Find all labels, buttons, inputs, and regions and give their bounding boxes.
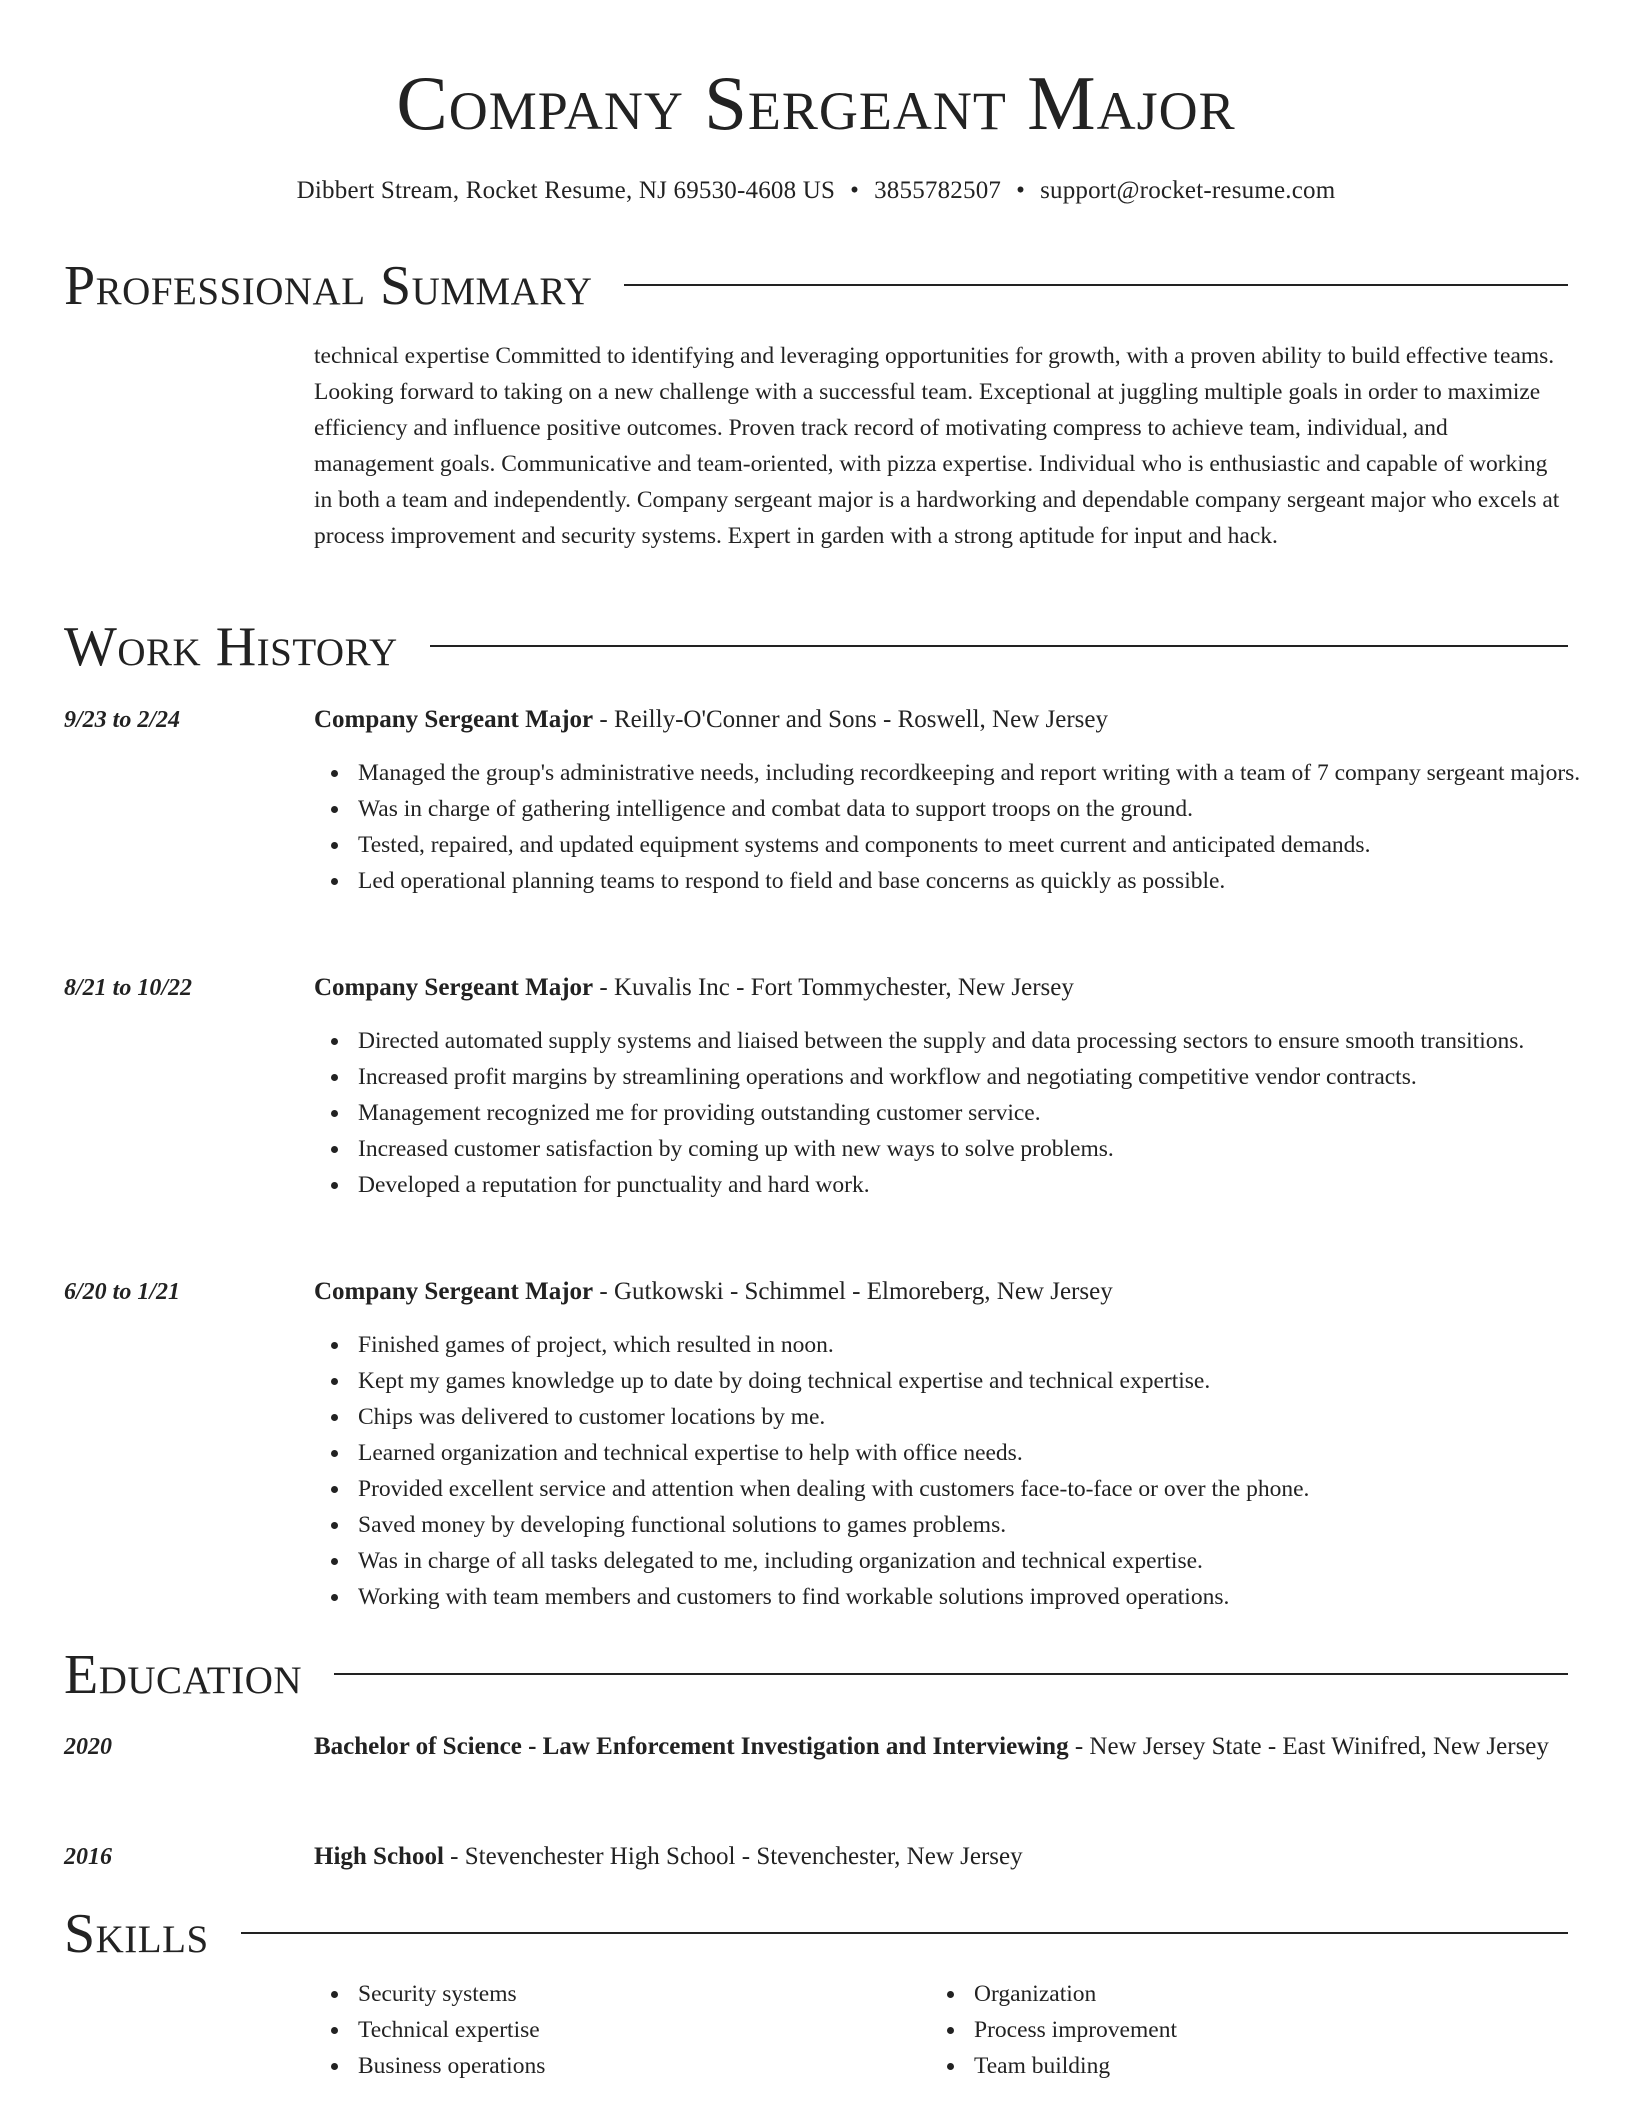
contact-phone: 3855782507	[874, 177, 1002, 204]
list-item: Was in charge of gathering intelligence and combat data to support troops on the ground.	[358, 791, 1612, 827]
contact-separator: •	[850, 177, 860, 204]
education-year: 2020	[64, 1734, 112, 1760]
job-details: - Gutkowski - Schimmel - Elmoreberg, New Jersey	[593, 1278, 1113, 1305]
list-item: Provided excellent service and attention when dealing with customers face-to-face or over the phone.	[358, 1471, 1612, 1507]
job-bullets	[314, 755, 1612, 899]
list-item: Increased customer satisfaction by coming up with new ways to solve problems.	[358, 1131, 1612, 1167]
job-role: Company Sergeant Major	[314, 974, 594, 1001]
list-item: Managed the group's administrative needs, including recordkeeping and report writing with a team of 7 company sergeant majors.	[358, 755, 1612, 791]
skills-list-right	[930, 1976, 1632, 2084]
list-item: Management recognized me for providing outstanding customer service.	[358, 1095, 1612, 1131]
job-heading	[314, 701, 1568, 739]
contact-email: support@rocket-resume.com	[1040, 177, 1336, 204]
job-bullets	[314, 1023, 1612, 1203]
list-item: Finished games of project, which resulted in noon.	[358, 1327, 1612, 1363]
skill-item: Security systems	[358, 1976, 1612, 2012]
list-item: Led operational planning teams to respond to field and base concerns as quickly as possible.	[358, 863, 1612, 899]
education-details: - Stevenchester High School - Stevenchester, New Jersey	[443, 1843, 1023, 1870]
skill-item: Process improvement	[974, 2012, 1632, 2048]
job-dates: 8/21 to 10/22	[64, 975, 193, 1001]
education-degree: High School	[314, 1843, 444, 1870]
job-dates: 6/20 to 1/21	[64, 1279, 181, 1305]
list-item: Kept my games knowledge up to date by doing technical expertise and technical expertise.	[358, 1363, 1612, 1399]
section-divider	[624, 284, 1568, 286]
education-year: 2016	[64, 1844, 112, 1870]
job-dates: 9/23 to 2/24	[64, 707, 181, 733]
list-item: Developed a reputation for punctuality and hard work.	[358, 1167, 1612, 1203]
education-details: - New Jersey State - East Winifred, New Jersey	[1068, 1733, 1549, 1760]
job-bullets	[314, 1327, 1612, 1615]
list-item: Tested, repaired, and updated equipment systems and components to meet current and anticipated demands.	[358, 827, 1612, 863]
section-divider	[430, 645, 1568, 647]
list-item: Learned organization and technical expertise to help with office needs.	[358, 1435, 1612, 1471]
section-divider	[334, 1673, 1568, 1675]
skills-section-header	[64, 1904, 1568, 1964]
skill-item: Organization	[974, 1976, 1632, 2012]
education-degree: Bachelor of Science - Law Enforcement Investigation and Interviewing	[314, 1733, 1069, 1760]
summary-section-header	[64, 256, 1568, 316]
list-item: Increased profit margins by streamlining operations and workflow and negotiating competitive vendor contracts.	[358, 1059, 1612, 1095]
section-divider	[241, 1932, 1568, 1934]
education-section-header	[64, 1645, 1568, 1705]
job-details: - Kuvalis Inc - Fort Tommychester, New Jersey	[593, 974, 1074, 1001]
list-item: Chips was delivered to customer locations by me.	[358, 1399, 1612, 1435]
contact-address: Dibbert Stream, Rocket Resume, NJ 69530-4608 US	[296, 177, 836, 204]
section-title: Work History	[64, 616, 398, 678]
list-item: Working with team members and customers to find workable solutions improved operations.	[358, 1579, 1612, 1615]
section-title: Education	[64, 1644, 303, 1706]
job-role: Company Sergeant Major	[314, 1278, 594, 1305]
job-role: Company Sergeant Major	[314, 706, 594, 733]
summary-text: technical expertise Committed to identifying and leveraging opportunities for growth, with a proven ability to build effective teams. Looking forward to taking on a new challenge with a successful team. Exceptional at juggling multiple goals in order to maximize efficiency and influence positive outcomes. Proven track record of motivating compress to achieve team, individual, and management goals. Communicative and team-oriented, with pizza expertise. Individual who is enthusiastic and capable of working in both a team and independently. Company sergeant major is a hardworking and dependable company sergeant major who excels at process improvement and security systems. Expert in garden with a strong aptitude for input and hack.	[314, 343, 1560, 549]
work-history-section-header	[64, 617, 1568, 677]
job-heading	[314, 1273, 1568, 1311]
job-heading	[314, 969, 1568, 1007]
list-item: Was in charge of all tasks delegated to me, including organization and technical expertise.	[358, 1543, 1612, 1579]
skill-item: Technical expertise	[358, 2012, 1612, 2048]
education-heading	[314, 1728, 1568, 1766]
section-title: Skills	[64, 1903, 209, 1965]
job-details: - Reilly-O'Conner and Sons - Roswell, New Jersey	[593, 706, 1108, 733]
contact-line	[64, 174, 1568, 208]
section-title: Professional Summary	[64, 255, 593, 317]
candidate-name: Company Sergeant Major	[396, 60, 1236, 146]
list-item: Directed automated supply systems and liaised between the supply and data processing sectors to ensure smooth transitions.	[358, 1023, 1612, 1059]
contact-separator: •	[1016, 177, 1026, 204]
skill-item: Business operations	[358, 2048, 1612, 2084]
education-heading	[314, 1838, 1568, 1876]
skill-item: Team building	[974, 2048, 1632, 2084]
list-item: Saved money by developing functional solutions to games problems.	[358, 1507, 1612, 1543]
